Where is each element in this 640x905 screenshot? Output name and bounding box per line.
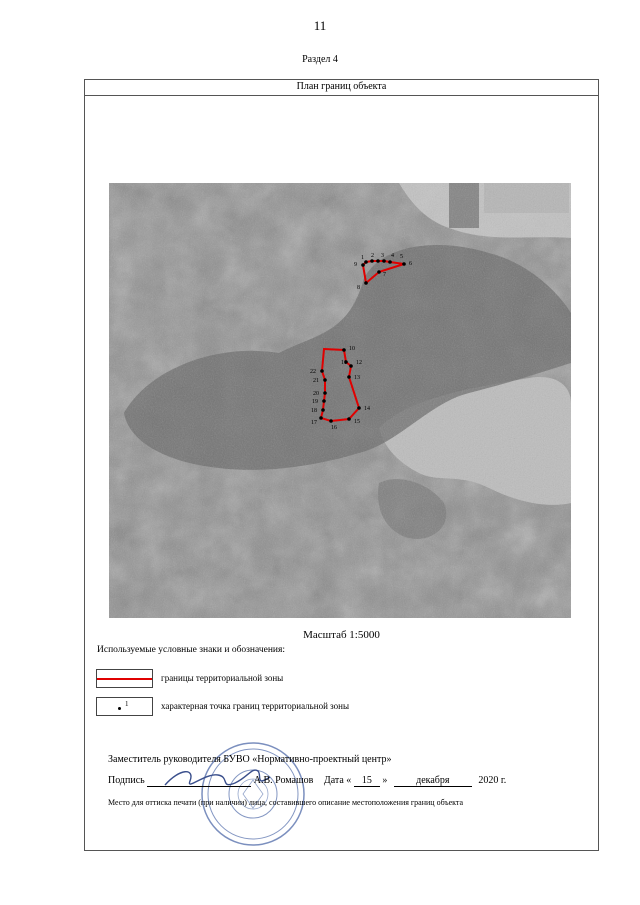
stamp-note: Место для оттиска печати (при наличии) лица, составившего описание местоположения границ объекта [108,798,464,807]
boundary-point-label: 1 [361,255,364,261]
boundary-point-dot [370,259,374,263]
boundary-point-label: 7 [383,272,386,278]
boundary-point-label: 12 [356,360,362,366]
legend-point-number: 1 [125,700,129,708]
legend-title: Используемые условные знаки и обозначения: [97,645,286,655]
boundary-point-dot [364,281,368,285]
boundary-point-label: 11 [341,360,347,366]
signer-position: Заместитель руководителя БУВО «Нормативно-проектный центр» [108,754,392,765]
date-year: 2020 г. [478,775,507,786]
boundary-point-dot [357,406,361,410]
boundary-point-dot [319,416,323,420]
boundary-point-label: 20 [313,391,319,397]
legend-line-label: границы территориальной зоны [161,673,284,683]
boundary-point-label: 4 [391,253,394,259]
boundary-point-label: 15 [354,419,360,425]
boundary-point-label: 3 [381,253,384,259]
legend-line-sample [96,669,153,688]
page-number: 11 [313,18,327,33]
boundary-point-label: 22 [310,369,316,375]
boundary-point-dot [321,408,325,412]
boundary-point-dot [376,259,380,263]
boundary-point-label: 10 [349,346,355,352]
boundary-point-label: 5 [400,254,403,260]
boundary-point-dot [349,364,353,368]
sign-label: Подпись [108,775,145,786]
date-label: Дата « [323,775,352,786]
date-day: 15 [354,775,380,787]
legend-point-label: характерная точка границ территориальной зоны [161,701,350,711]
boundary-point-label: 13 [354,375,360,381]
signer-name: А.В. Ромашов [253,775,314,786]
boundary-point-dot [361,263,365,267]
boundary-point-label: 18 [311,408,317,414]
boundary-point-label: 6 [409,261,412,267]
point-dot-icon [118,707,121,710]
boundary-point-dot [323,391,327,395]
boundary-point-dot [322,399,326,403]
signature-row [108,775,506,787]
boundary-point-label: 2 [371,253,374,259]
boundary-point-dot [320,369,324,373]
boundary-point-label: 8 [357,285,360,291]
section-title: Раздел 4 [302,54,338,65]
boundary-point-dot [402,262,406,266]
boundary-point-dot [323,378,327,382]
boundary-point-dot [364,260,368,264]
boundary-point-dot [388,260,392,264]
boundary-point-label: 14 [364,406,370,412]
legend-point-sample [96,697,153,716]
map-scale: Масштаб 1:5000 [303,629,380,641]
signature-field [147,775,251,787]
boundary-point-label: 9 [354,262,357,268]
boundary-point-dot [382,259,386,263]
boundary-point-dot [377,270,381,274]
date-month: декабря [394,775,472,787]
boundary-point-dot [347,417,351,421]
boundary-point-dot [329,419,333,423]
boundary-point-dot [342,348,346,352]
boundary-point-label: 17 [311,420,317,426]
boundary-point-label: 16 [331,425,337,431]
aerial-map [109,183,571,618]
boundary-point-dot [347,375,351,379]
plan-title: План границ объекта [85,80,598,96]
boundary-point-label: 19 [312,399,318,405]
boundary-point-label: 21 [313,378,319,384]
date-separator: » [382,775,388,786]
